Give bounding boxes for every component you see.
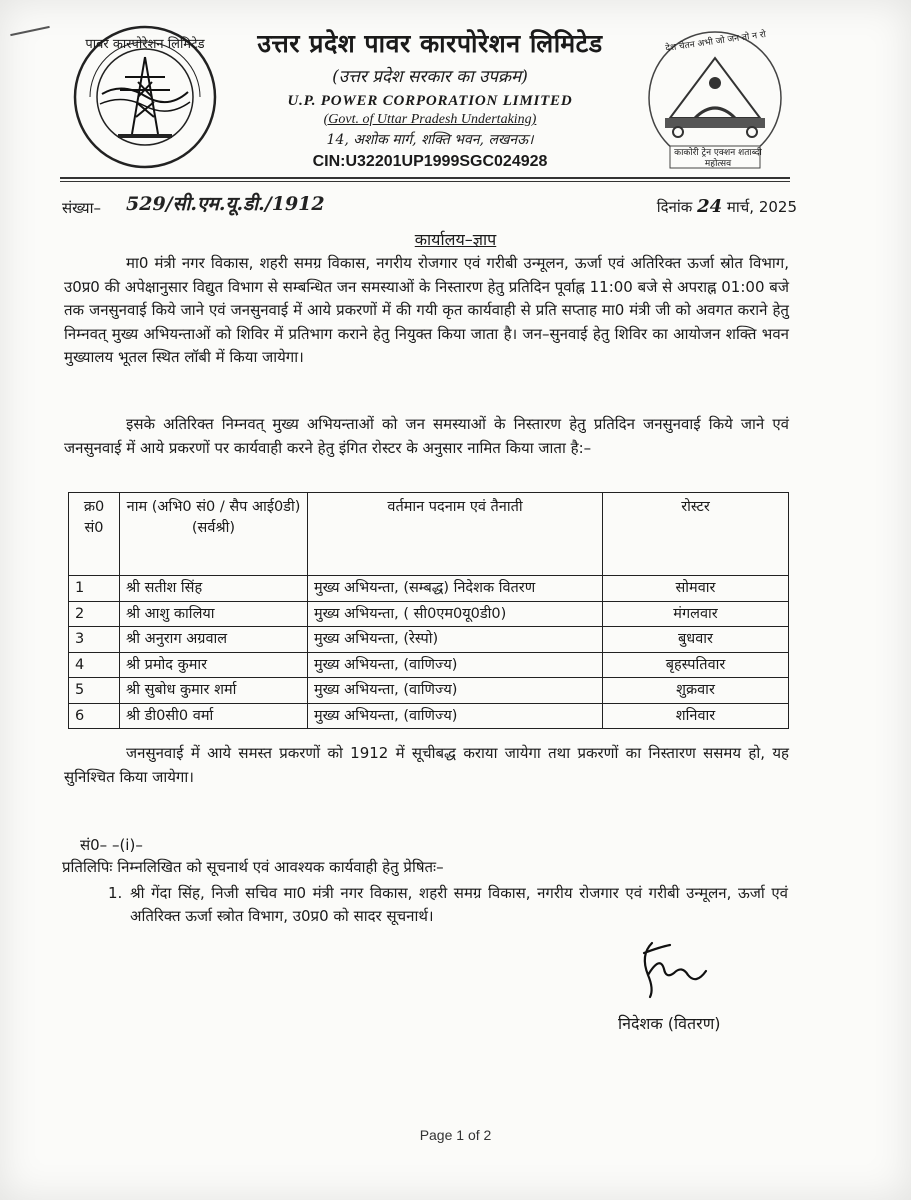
cell-designation: मुख्य अभियन्ता, (वाणिज्य): [308, 703, 603, 729]
heading-text: कार्यालय–ज्ञाप: [414, 230, 497, 249]
date: [657, 196, 797, 217]
date-month-year: मार्च, 2025: [726, 198, 797, 216]
signature: [630, 935, 740, 1005]
table-row: [69, 652, 789, 678]
org-name-english: U.P. POWER CORPORATION LIMITED: [287, 93, 573, 109]
table-row: [69, 627, 789, 653]
paragraph-3: जनसुनवाई में आये समस्त प्रकरणों को 1912 में सूचीबद्ध कराया जायेगा तथा प्रकरणों का निस्तारण ससमय हो, यह सुनिश्चित किया जायेगा।: [64, 744, 789, 786]
right-logo-top-text: देश चेतन अभी जो जन तो न रो: [664, 29, 767, 54]
org-address: 14, अशोक मार्ग, शक्ति भवन, लखनऊ।: [326, 132, 534, 148]
cell-serial: 5: [69, 678, 120, 704]
cell-roster-day: बुधवार: [603, 627, 789, 653]
cell-designation: मुख्य अभियन्ता, ( सी0एम0यू0डी0): [308, 601, 603, 627]
date-prefix: दिनांक: [656, 198, 693, 216]
date-day: 24: [697, 196, 723, 217]
cell-serial: 4: [69, 652, 120, 678]
header-roster: रोस्टर: [603, 493, 789, 576]
cell-serial: 1: [69, 576, 120, 602]
cell-serial: 3: [69, 627, 120, 653]
header-name: नाम (अभि0 सं0 / सैप आई0डी) (सर्वश्री): [120, 493, 308, 576]
reference-number: 529/सी.एम.यू.डी./1912: [126, 193, 325, 215]
table-row: [69, 601, 789, 627]
table-header-row: [69, 493, 789, 576]
paragraph-1: मा0 मंत्री नगर विकास, शहरी समग्र विकास, नगरीय रोजगार एवं गरीबी उन्मूलन, ऊर्जा एवं अतिरिक्त ऊर्जा स्रोत विभाग, उ0प्र0 की अपेक्षानुसार विद्युत विभाग से सम्बन्धित जन समस्याओं के निस्तारण हेतु प्रतिदिन पूर्वाह्न 11:00 बजे से अपराह्न 01:00 बजे तक जनसुनवाई किये जाने एवं जनसुनवाई में आये प्रकरणों में की गयी कृत कार्यवाही से प्रति सप्ताह मा0 मंत्री जी को अवगत कराने हेतु निम्नवत् मुख्य अभियन्ताओं को शिविर में प्रतिभाग कराने हेतु नियुक्त किया जाता है। जन–सुनवाई हेतु शिविर का आयोजन शक्ति भवन मुख्यालय भूतल स्थित लॉबी में किया जायेगा।: [64, 254, 789, 366]
cell-roster-day: शनिवार: [603, 703, 789, 729]
copy-reference-number: सं0– –(i)–: [80, 836, 143, 854]
table-row: [69, 576, 789, 602]
table-row: [69, 703, 789, 729]
left-logo-text: पावर कारपोरेशन लिमिटेड: [85, 37, 205, 52]
table-row: [69, 678, 789, 704]
cell-roster-day: बृहस्पतिवार: [603, 652, 789, 678]
header-rule-thin: [60, 181, 790, 182]
cell-name: श्री अनुराग अग्रवाल: [120, 627, 308, 653]
cell-roster-day: सोमवार: [603, 576, 789, 602]
copy-forwarded-line: प्रतिलिपिः निम्नलिखित को सूचनार्थ एवं आवश्यक कार्यवाही हेतु प्रेषितः–: [62, 858, 444, 876]
header-rule: [60, 177, 790, 179]
cin-number: CIN:U32201UP1999SGC024928: [312, 153, 548, 170]
cell-name: श्री आशु कालिया: [120, 601, 308, 627]
cell-name: श्री प्रमोद कुमार: [120, 652, 308, 678]
copy-item-number: 1.: [108, 884, 123, 902]
cell-serial: 2: [69, 601, 120, 627]
cell-designation: मुख्य अभियन्ता, (रेस्पो): [308, 627, 603, 653]
signatory-designation: निदेशक (वितरण): [618, 1014, 721, 1033]
paragraph-2: इसके अतिरिक्त निम्नवत् मुख्य अभियन्ताओं को जन समस्याओं के निस्तारण हेतु प्रतिदिन जनसुनवाई किये जाने एवं जनसुनवाई में आये प्रकरणों पर कार्यवाही करने हेतु इंगित रोस्टर के अनुसार नामित किया जाता है:–: [64, 415, 789, 457]
roster-table: [68, 492, 789, 729]
cell-name: श्री डी0सी0 वर्मा: [120, 703, 308, 729]
cell-designation: मुख्य अभियन्ता, (वाणिज्य): [308, 678, 603, 704]
header-designation: वर्तमान पदनाम एवं तैनाती: [308, 493, 603, 576]
scan-corner-mark: [10, 26, 50, 36]
copy-recipient-item: [108, 882, 788, 928]
org-subtitle-english: (Govt. of Uttar Pradesh Undertaking): [323, 112, 537, 127]
document-heading: [0, 228, 911, 250]
copy-item-text: श्री गेंदा सिंह, निजी सचिव मा0 मंत्री नगर विकास, शहरी समग्र विकास, नगरीय रोजगार एवं गरीबी उन्मूलन, ऊर्जा एवं अतिरिक्त ऊर्जा स्त्रोत विभाग, उ0प्र0 को सादर सूचनार्थ।: [130, 884, 788, 925]
cell-designation: मुख्य अभियन्ता, (वाणिज्य): [308, 652, 603, 678]
page-number: Page 1 of 2: [419, 1127, 492, 1143]
cell-designation: मुख्य अभियन्ता, (सम्बद्ध) निदेशक वितरण: [308, 576, 603, 602]
org-subtitle-hindi: (उत्तर प्रदेश सरकार का उपक्रम): [332, 67, 528, 87]
cell-roster-day: शुक्रवार: [603, 678, 789, 704]
letterhead: [240, 26, 620, 171]
reference-label: संख्या–: [62, 199, 102, 217]
org-name-hindi: उत्तर प्रदेश पावर कारपोरेशन लिमिटेड: [257, 29, 603, 58]
cell-roster-day: मंगलवार: [603, 601, 789, 627]
header-serial: क्र0 सं0: [69, 493, 120, 576]
reference-row: [62, 190, 797, 220]
cell-name: श्री सुबोध कुमार शर्मा: [120, 678, 308, 704]
right-logo-bottom-text: काकोरी ट्रेन एक्शन शताब्दी महोत्सव: [674, 148, 762, 169]
cell-name: श्री सतीश सिंह: [120, 576, 308, 602]
cell-serial: 6: [69, 703, 120, 729]
